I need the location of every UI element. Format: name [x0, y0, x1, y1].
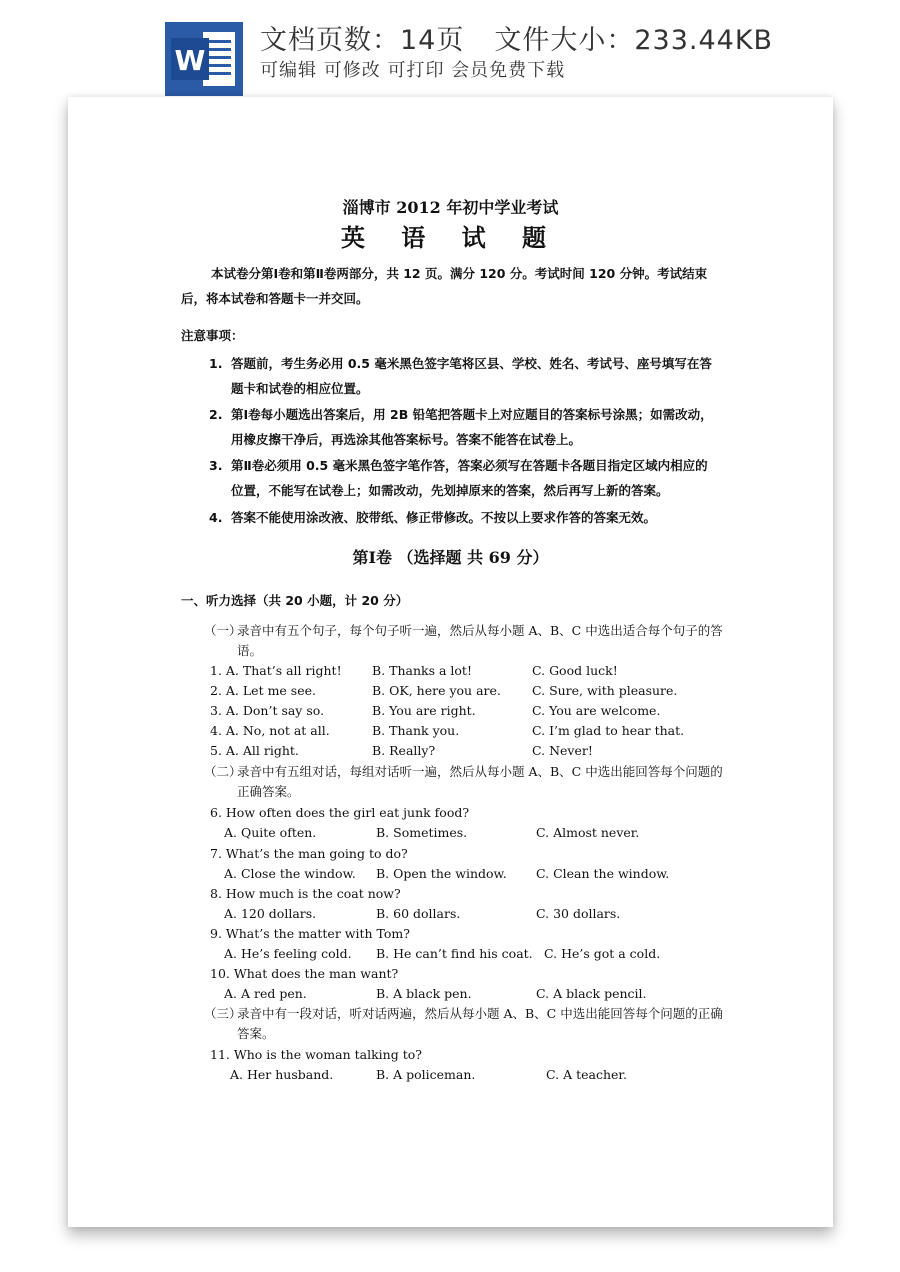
rule-text: 第Ⅰ卷每小题选出答案后，用 2B 铅笔把答题卡上对应题目的答案标号涂黑；如需改动，用橡皮擦干净后，再选涂其他答案标号。答案不能答在试卷上。 — [231, 407, 713, 447]
question-option-b: B. Thanks a lot! — [372, 663, 472, 678]
instruction-text: 录音中有五个句子，每个句子听一遍，然后从每小题 A、B、C 中选出适合每个句子的答语。 — [237, 623, 723, 658]
question-option-a: A. Quite often. — [224, 825, 317, 840]
file-size-label: 文件大小：233.44KB — [494, 25, 774, 56]
question-option-a: 5. A. All right. — [210, 743, 299, 758]
notice-rule — [209, 505, 719, 530]
question-option-b: B. 60 dollars. — [376, 906, 461, 921]
question-option-a: 4. A. No, not at all. — [210, 723, 330, 738]
word-icon-letter: W — [174, 44, 206, 77]
question-text: 6. How often does the girl eat junk food? — [210, 805, 470, 820]
notice-rule — [209, 402, 719, 452]
intro-paragraph: 本试卷分第Ⅰ卷和第Ⅱ卷两部分，共 12 页。满分 120 分。考试时间 120 分钟。考试结束后，将本试卷和答题卡一并交回。 — [181, 266, 708, 306]
question-option-c: C. Never! — [532, 743, 593, 758]
question-text: 9. What’s the matter with Tom? — [210, 926, 410, 941]
question-option-a: A. A red pen. — [224, 986, 307, 1001]
section-title: 第Ⅰ卷 （选择题 共 69 分） — [352, 548, 549, 567]
listening-instruction — [204, 762, 724, 802]
rule-text: 第Ⅱ卷必须用 0.5 毫米黑色签字笔作答，答案必须写在答题卡各题目指定区域内相应的位置，不能写在试卷上；如需改动，先划掉原来的答案，然后再写上新的答案。 — [231, 458, 708, 498]
listening-instruction — [204, 1004, 724, 1044]
notice-title: 注意事项： — [181, 328, 244, 343]
question-option-c: C. A black pencil. — [536, 986, 647, 1001]
part-title: 一、听力选择（共 20 小题，计 20 分） — [181, 593, 409, 608]
exam-title: 英 语 试 题 — [340, 223, 561, 252]
instruction-label: （三） — [204, 1006, 242, 1021]
question-option-c: C. You are welcome. — [532, 703, 661, 718]
rule-number: 4. — [209, 510, 223, 525]
instruction-text: 录音中有五组对话，每组对话听一遍，然后从每小题 A、B、C 中选出能回答每个问题的正确答案。 — [237, 764, 723, 799]
rule-number: 3. — [209, 458, 223, 473]
question-option-c: C. A teacher. — [546, 1067, 627, 1082]
question-option-b: B. You are right. — [372, 703, 476, 718]
question-text: 10. What does the man want? — [210, 966, 399, 981]
instruction-text: 录音中有一段对话，听对话两遍，然后从每小题 A、B、C 中选出能回答每个问题的正确答案。 — [237, 1006, 723, 1041]
question-option-a: 3. A. Don’t say so. — [210, 703, 325, 718]
question-option-b: B. A policeman. — [376, 1067, 476, 1082]
question-option-c: C. He’s got a cold. — [544, 946, 661, 961]
question-option-b: B. He can’t find his coat. — [376, 946, 533, 961]
question-option-c: C. Sure, with pleasure. — [532, 683, 678, 698]
exam-subtitle: 淄博市 2012 年初中学业考试 — [342, 198, 559, 217]
question-text: 7. What’s the man going to do? — [210, 846, 408, 861]
rule-number: 2. — [209, 407, 223, 422]
question-option-a: 1. A. That’s all right! — [210, 663, 342, 678]
rule-number: 1. — [209, 356, 223, 371]
question-option-c: C. Good luck! — [532, 663, 618, 678]
notice-rule — [209, 453, 719, 503]
document-page — [68, 97, 833, 1227]
question-text: 11. Who is the woman talking to? — [210, 1047, 422, 1062]
question-option-a: A. He’s feeling cold. — [224, 946, 352, 961]
question-option-a: A. Close the window. — [224, 866, 356, 881]
instruction-label: （二） — [204, 764, 242, 779]
question-option-b: B. Sometimes. — [376, 825, 468, 840]
rule-text: 答题前，考生务必用 0.5 毫米黑色签字笔将区县、学校、姓名、考试号、座号填写在答题卡和试卷的相应位置。 — [231, 356, 712, 396]
word-document-icon — [165, 22, 243, 96]
listening-instruction — [204, 621, 724, 661]
question-option-c: C. 30 dollars. — [536, 906, 621, 921]
instruction-label: （一） — [204, 623, 242, 638]
question-option-b: B. Thank you. — [372, 723, 460, 738]
question-text: 8. How much is the coat now? — [210, 886, 401, 901]
question-option-c: C. Almost never. — [536, 825, 640, 840]
notice-rule — [209, 351, 719, 401]
rule-text: 答案不能使用涂改液、胶带纸、修正带修改。不按以上要求作答的答案无效。 — [231, 510, 657, 525]
question-option-b: B. OK, here you are. — [372, 683, 501, 698]
question-option-c: C. Clean the window. — [536, 866, 670, 881]
question-option-a: A. 120 dollars. — [224, 906, 317, 921]
question-option-b: B. Really? — [372, 743, 436, 758]
question-option-b: B. Open the window. — [376, 866, 507, 881]
question-option-c: C. I’m glad to hear that. — [532, 723, 685, 738]
file-info-line — [260, 18, 773, 57]
file-features-line: 可编辑 可修改 可打印 会员免费下载 — [260, 60, 566, 81]
question-option-a: A. Her husband. — [230, 1067, 334, 1082]
question-option-b: B. A black pen. — [376, 986, 472, 1001]
question-option-a: 2. A. Let me see. — [210, 683, 316, 698]
page-count-label: 文档页数：14页 — [260, 25, 465, 56]
